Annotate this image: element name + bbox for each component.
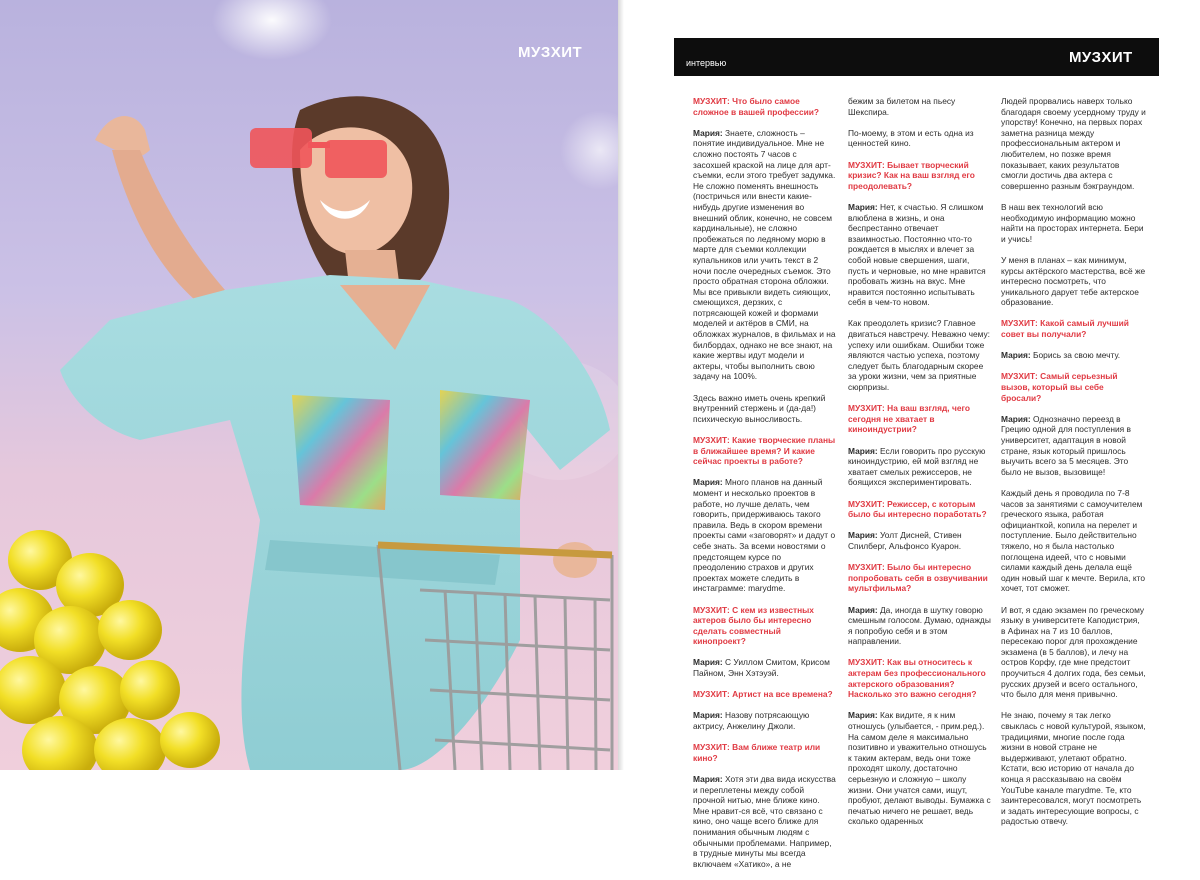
interview-answer [693, 128, 836, 382]
interview-question: МУЗХИТ: Самый серьезный вызов, который вы себе бросали? [1001, 371, 1118, 403]
header-brand: МУЗХИТ [1069, 49, 1133, 66]
page-fold [618, 0, 624, 770]
answer-text: Много планов на данный момент и несколько проектов в работе, но лучше делать, чем говорить, придерживаюсь такого правила. Ведь в скором времени проекты сами «заговорят» и дадут о себе знать. За всеми новостями о предстоящем курсе по преодолению страхов и других проектах можете следить в инстаграмме: marydme. [693, 477, 836, 594]
woman-with-shopping-cart-photo [0, 0, 618, 770]
paragraph: У меня в планах – как минимум, курсы актёрского мастерства, всё же интересно посмотреть, что уникального дарует тебе актерское образование. [1001, 254, 1146, 308]
paragraph: И вот, я сдаю экзамен по греческому языку в университете Каподистрия, в Афинах на 7 из 10 баллов, пересекаю порог для прохождение экзамена (в 5 баллов), и лечу на остров Корфу, где мне предстоит проучиться 4 долгих года, без семьи, русских друзей и всего остального, что было для меня привычно. [1001, 604, 1146, 700]
interview-answer [693, 774, 836, 869]
interview-question: МУЗХИТ: Что было самое сложное в вашей профессии? [693, 96, 820, 117]
answer-text: Знаете, сложность – понятие индивидуальное. Мне не сложно постоять 7 часов с засохшей краской на лице для арт-съемки, если этого требует задумка. Не сложно поменять внешность (постричься или внести какие-нибудь другие изменения во внешний облик, конечно, не совсем кардинальные), не сложно пробежаться по ледяному морю в марте для съемки коллекции купальников или учить текст в 2 ночи после очередных съемок. Это просто обратная сторона обложки. Мы все привыкли видеть сияющих, смеющихся, дерзких, с потрясающей кожей и формами моделей и актёров в СМИ, на обложках журналов, в фильмах и на билбордах, однако не все знают, на какие жертвы идут модели и актеры, чтобы выполнить свою задачу на 100%. [693, 127, 836, 382]
interview-question: МУЗХИТ: Как вы относитесь к актерам без профессионального актерского образования? Насколько это важно сегодня? [848, 657, 986, 700]
photo-page [0, 0, 618, 770]
interview-question: МУЗХИТ: На ваш взгляд, чего сегодня не хватает в киноиндустрии? [848, 403, 970, 435]
answer-text: Да, иногда в шутку говорю смешным голосом. Думаю, однажды я попробую себя и в этом направлении. [848, 604, 991, 647]
paragraph: бежим за билетом на пьесу Шекспира. [848, 96, 956, 117]
interview-question: МУЗХИТ: Какие творческие планы в ближайшее время? И какие сейчас проекты в работе? [693, 435, 836, 467]
speaker-name: Мария: [693, 710, 723, 721]
interview-question: МУЗХИТ: Вам ближе театр или кино? [693, 742, 821, 763]
interview-question: МУЗХИТ: Бывает творческий кризис? Как на ваш взгляд его преодолевать? [848, 159, 975, 191]
answer-text: С Уиллом Смитом, Крисом Пайном, Энн Хэтэуэй. [693, 657, 830, 679]
interview-answer [693, 657, 836, 678]
photo-masthead: МУЗХИТ [518, 44, 583, 61]
text-column-2 [848, 96, 991, 838]
speaker-name: Мария: [693, 127, 723, 138]
paragraph: Здесь важно иметь очень крепкий внутренний стержень и (да-да!) психическую выносливость. [693, 392, 826, 424]
speaker-name: Мария: [693, 477, 723, 488]
answer-text: Хотя эти два вида искусства и переплетены между собой прочной нитью, мне ближе кино. Мне нравит-ся всё, что связано с кино, оно чаще всего ближе для понимания обычным людям с обычными проблемами. Например, в трудные минуты мы всегда включаем «Хатико», а не [693, 774, 836, 869]
interview-answer [848, 605, 991, 647]
interview-answer [848, 202, 991, 308]
lemons [0, 530, 220, 770]
section-label: интервью [686, 58, 727, 68]
speaker-name: Мария: [693, 774, 723, 784]
speaker-name: Мария: [848, 710, 878, 721]
paragraph: По-моему, в этом и есть одна из ценностей кино. [848, 127, 974, 149]
answer-text: Если говорить про русскую киноиндустрию, ей мой взгляд не хватает смелых режиссеров, не боящихся экспериментировать. [848, 445, 986, 488]
interview-question: МУЗХИТ: Артист на все времена? [693, 689, 833, 700]
interview-answer [848, 530, 991, 551]
interview-answer [693, 477, 836, 594]
speaker-name: Мария: [1001, 350, 1031, 361]
interview-answer [1001, 414, 1146, 478]
interview-question: МУЗХИТ: Какой самый лучший совет вы получали? [1001, 318, 1129, 340]
speaker-name: Мария: [1001, 413, 1031, 424]
text-column-3 [1001, 96, 1146, 838]
answer-text: Однозначно переезд в Грецию одной для поступления в университет, адаптация в новой стране, язык который пришлось выучить всего за 5 месяцев. Это было не вызов, вызовище! [1001, 413, 1131, 477]
interview-answer [848, 446, 991, 488]
interview-answer [1001, 350, 1146, 361]
paragraph: Не знаю, почему я так легко свыклась с новой культурой, языком, традициями, многие после года жизни в новой стране не выдерживают, улетают обратно. Кстати, всю историю от начала до конца я рассказываю на своём YouTube канале marydme. Те, кто заинтересовался, могут посмотреть и задать интересующие вопросы, с радостью отвечу. [1001, 710, 1146, 827]
speaker-name: Мария: [848, 201, 878, 212]
answer-text: Борись за свою мечту. [1030, 350, 1121, 361]
paragraph: В наш век технологий всю необходимую информацию можно найти на просторах интернета. Бери и учись! [1001, 201, 1144, 244]
text-column-1 [693, 96, 836, 880]
answer-text: Нет, к счастью. Я слишком влюблена в жизнь, и она беспрестанно отвечает взаимностью. Постоянно что-то рождается в мыслях и влечет за собой новые свершения, шаги, пусть и черновые, но мне нравится пробовать жизнь на вкус. Мне нравится постоянно испытывать себя в чем-то новом. [848, 201, 986, 308]
paragraph: Людей прорвались наверх только благодаря своему усердному труду и упорству! Конечно, на первых порах заметна разница между профессиональным актером и любителем, но позже время показывает, каких результатов смогли достичь два актера с совершенно разным бэкграундом. [1001, 96, 1146, 191]
speaker-name: Мария: [848, 445, 878, 456]
answer-text: Уолт Дисней, Стивен Спилберг, Альфонсо Куарон. [848, 530, 962, 551]
interview-question: МУЗХИТ: Режиссер, с которым было бы интересно поработать? [848, 498, 987, 520]
interview-answer [848, 710, 991, 827]
paragraph: Как преодолеть кризис? Главное двигаться навстречу. Неважно чему: успеху или ошибкам. Ошибки тоже являются частью успеха, поэтому следует быть благодарным скорее за уроки жизни, чем за приятные сюрпризы. [848, 318, 990, 393]
interview-answer [693, 710, 836, 731]
speaker-name: Мария: [848, 530, 878, 541]
speaker-name: Мария: [693, 657, 723, 668]
answer-text: Как видите, я к ним отношусь (улыбается, - прим.ред.). На самом деле я максимально позитивно и уважительно отношусь к таким актерам, ведь они тоже проходят школу, достаточно серьезную и сложную – школу жизни. Они учатся сами, ищут, пробуют, делают выводы. Бумажка с печатью ничего не решает, ведь сколько одаренных [848, 710, 991, 827]
interview-question: МУЗХИТ: С кем из известных актеров было бы интересно сделать совместный кинопроект? [693, 604, 814, 647]
interview-question: МУЗХИТ: Было бы интересно попробовать себя в озвучивании мультфильма? [848, 562, 988, 594]
speaker-name: Мария: [848, 604, 878, 615]
answer-text: Назову потрясающую актрису, Анжелину Джоли. [693, 710, 810, 732]
paragraph: Каждый день я проводила по 7-8 часов за занятиями с самоучителем греческого языка, работая официанткой, копила на перелет и поступление. Было действительно тяжело, но я была настолько поглощена идеей, что с новыми силами каждый день делала ещё один новый шаг к мечте. Верила, кто хочет, тот сможет. [1001, 487, 1145, 594]
